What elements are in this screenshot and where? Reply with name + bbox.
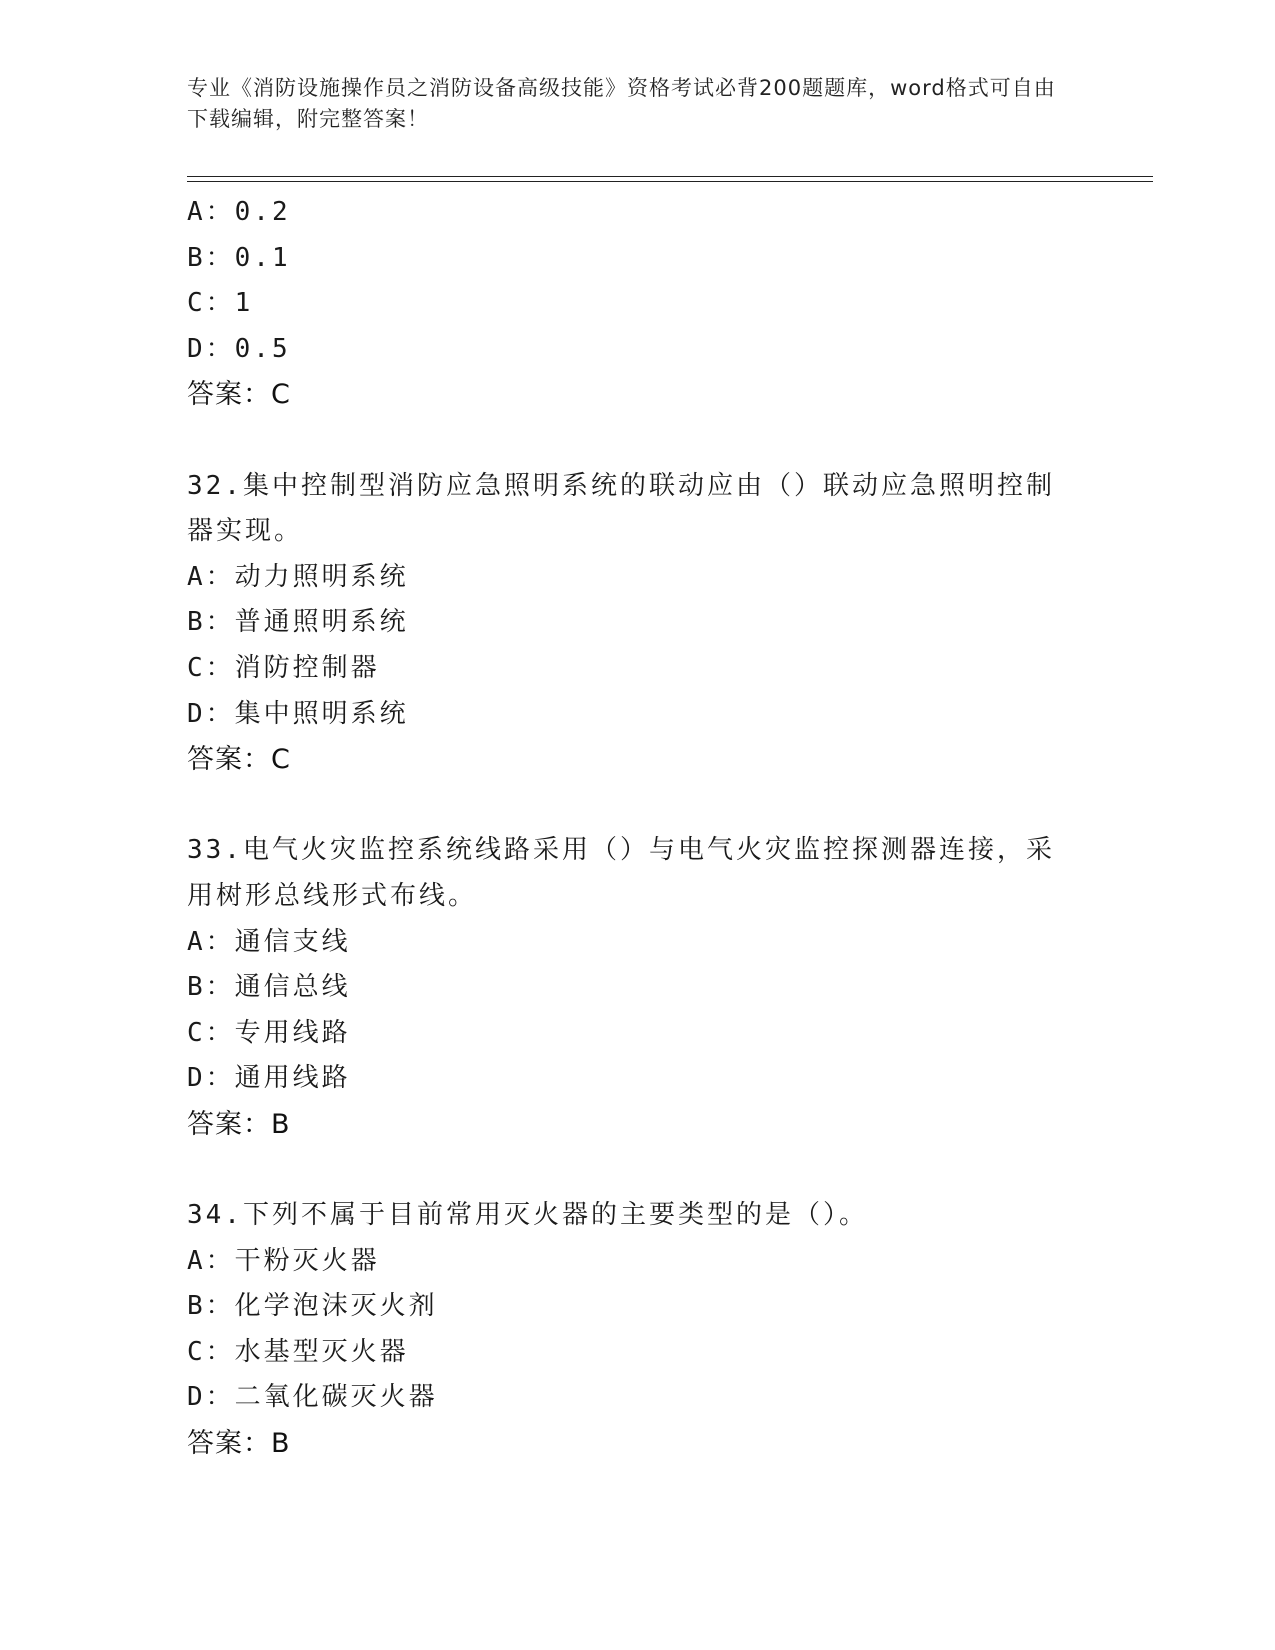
option-text: 集中照明系统 [234, 698, 409, 729]
option-letter: C： [187, 1336, 235, 1367]
answer-line: 答案：B [187, 1108, 291, 1140]
option-letter: A： [187, 197, 235, 227]
option-letter: D： [187, 333, 235, 364]
option-text: 水基型灭火器 [234, 1336, 409, 1367]
option-text: 通信支线 [234, 926, 351, 957]
question-block-33 [187, 828, 1087, 1147]
option-text: 二氧化碳灭火器 [234, 1382, 438, 1413]
option-text: 动力照明系统 [234, 561, 409, 592]
option-b [187, 600, 1087, 646]
option-c [187, 281, 1087, 327]
option-d [187, 692, 1087, 738]
option-letter: B： [187, 607, 235, 638]
option-text: 0.5 [234, 333, 291, 364]
question-list [187, 190, 1087, 1467]
header-divider-top [187, 176, 1153, 177]
option-a [187, 190, 1087, 236]
option-letter: D： [187, 698, 235, 729]
option-d [187, 1056, 1087, 1102]
option-d [187, 1375, 1087, 1421]
option-text: 0.2 [234, 197, 291, 227]
question-block-31 [187, 190, 1087, 418]
option-letter: B： [187, 1291, 235, 1322]
option-letter: C： [187, 1017, 235, 1048]
question-text: 32.集中控制型消防应急照明系统的联动应由（）联动应急照明控制器实现。 [187, 470, 1055, 547]
spacer [187, 1147, 1087, 1193]
option-a [187, 920, 1087, 966]
option-c [187, 1330, 1087, 1376]
spacer [187, 418, 1087, 464]
option-a [187, 555, 1087, 601]
answer-line: 答案：C [187, 379, 291, 411]
document-header: 专业《消防设施操作员之消防设备高级技能》资格考试必背200题题库，word格式可自由下载编辑，附完整答案！ [187, 76, 1056, 131]
option-b [187, 1284, 1087, 1330]
question-block-32 [187, 464, 1087, 783]
answer-line: 答案：C [187, 744, 291, 776]
option-letter: A： [187, 561, 235, 592]
option-text: 通信总线 [234, 972, 351, 1003]
option-text: 化学泡沫灭火剂 [234, 1291, 438, 1322]
option-b [187, 236, 1087, 282]
option-letter: D： [187, 1063, 235, 1094]
option-text: 普通照明系统 [234, 607, 409, 638]
option-letter: B： [187, 972, 235, 1003]
option-text: 专用线路 [234, 1017, 351, 1048]
option-letter: D： [187, 1382, 235, 1413]
option-letter: B： [187, 242, 235, 273]
question-block-34 [187, 1193, 1087, 1467]
option-text: 1 [234, 288, 254, 319]
option-text: 通用线路 [234, 1063, 351, 1094]
option-letter: A： [187, 1245, 235, 1276]
option-letter: C： [187, 652, 235, 683]
answer-line: 答案：B [187, 1428, 291, 1460]
option-letter: A： [187, 926, 235, 957]
option-b [187, 965, 1087, 1011]
spacer [187, 783, 1087, 829]
option-c [187, 646, 1087, 692]
option-letter: C： [187, 288, 235, 319]
header-divider-bottom [187, 181, 1153, 182]
option-text: 0.1 [234, 242, 291, 273]
option-text: 干粉灭火器 [234, 1245, 380, 1276]
question-text: 34.下列不属于目前常用灭火器的主要类型的是（）。 [187, 1200, 868, 1231]
option-a [187, 1239, 1087, 1285]
option-text: 消防控制器 [234, 652, 380, 683]
question-text: 33.电气火灾监控系统线路采用（）与电气火灾监控探测器连接，采用树形总线形式布线。 [187, 835, 1055, 911]
option-d [187, 327, 1087, 373]
option-c [187, 1011, 1087, 1057]
